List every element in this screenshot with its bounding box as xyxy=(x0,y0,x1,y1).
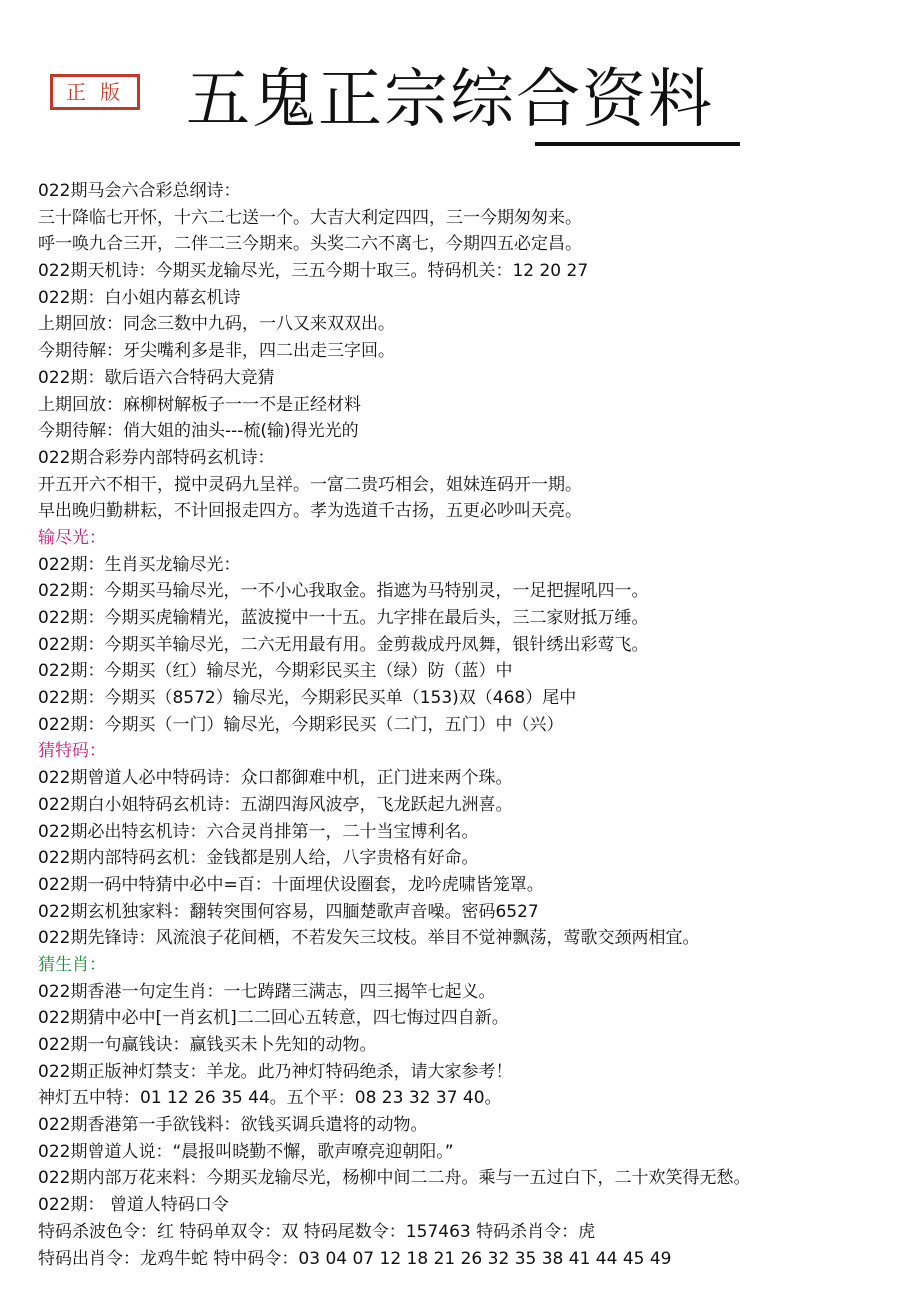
text-line: 022期先锋诗：风流浪子花间栖，不若发矢三坟枝。举目不觉神飘荡，莺歌交颈两相宜。 xyxy=(38,928,700,949)
section-heading: 猜生肖： xyxy=(38,954,106,975)
text-line: 上期回放：麻柳树解板子一一不是正经材料 xyxy=(38,394,361,415)
text-line: 022期内部万花来料：今期买龙输尽光，杨柳中间二二舟。乘与一五过白下，二十欢笑得无愁。 xyxy=(38,1168,751,1189)
text-line: 022期香港一句定生肖：一七踌躇三满志，四三揭竿七起义。 xyxy=(38,981,496,1002)
text-line: 022期：今期买虎输精光，蓝波搅中一十五。九字排在最后头，三二家财抵万缍。 xyxy=(38,608,649,628)
authentic-badge: 正 版 xyxy=(50,74,140,110)
text-line: 022期香港第一手欲钱料：欲钱买调兵遣将的动物。 xyxy=(38,1115,428,1136)
section-heading: 输尽光： xyxy=(38,527,106,548)
section-guess-code xyxy=(38,738,888,952)
text-line: 022期天机诗：今期买龙输尽光，三五今期十取三。特码机关：12 20 27 xyxy=(38,261,589,282)
text-line: 022期正版神灯禁支：羊龙。此乃神灯特码绝杀，请大家参考！ xyxy=(38,1061,513,1082)
page-title: 五鬼正宗综合资料 xyxy=(186,63,714,137)
text-line: 神灯五中特：01 12 26 35 44。五个平：08 23 32 37 40。 xyxy=(38,1088,502,1109)
text-line: 呼一唤九合三开，二伴二三今期来。头奖二六不离七，今期四五必定昌。 xyxy=(38,234,582,255)
text-line: 022期必出特玄机诗：六合灵肖排第一，二十当宝博利名。 xyxy=(38,821,479,842)
text-line: 上期回放：同念三数中九码，一八又来双双出。 xyxy=(38,314,395,335)
text-line: 022期内部特码玄机：金钱都是别人给，八字贵格有好命。 xyxy=(38,848,479,869)
text-line: 今期待解：牙尖嘴利多是非，四二出走三字回。 xyxy=(38,341,395,362)
text-line: 022期：歇后语六合特码大竞猜 xyxy=(38,367,275,388)
text-line: 022期：今期买（8572）输尽光，今期彩民买单（153)双（468）尾中 xyxy=(38,688,577,709)
text-line: 022期：生肖买龙输尽光： xyxy=(38,554,241,575)
text-line: 开五开六不相干，搅中灵码九呈祥。一富二贵巧相会，姐妹连码开一期。 xyxy=(38,474,582,495)
text-line: 022期：今期买马输尽光，一不小心我取金。指遮为马特别灵，一足把握吼四一。 xyxy=(38,581,649,602)
text-line: 022期一码中特猜中必中=百：十面埋伏设圈套，龙吟虎啸皆笼罩。 xyxy=(38,874,544,895)
text-line: 今期待解：俏大姐的油头---梳(输)得光光的 xyxy=(38,421,359,442)
text-line: 022期猜中必中[一肖玄机]二二回心五转意，四七悔过四自新。 xyxy=(38,1008,509,1029)
text-line: 特码杀波色令：红 特码单双令：双 特码尾数令：157463 特码杀肖令：虎 xyxy=(38,1221,596,1242)
text-line: 022期曾道人必中特码诗：众口都御难中机，正门进来两个珠。 xyxy=(38,768,513,789)
text-line: 022期：白小姐内幕玄机诗 xyxy=(38,287,241,308)
title-underline xyxy=(535,142,740,146)
section-intro xyxy=(38,178,888,525)
text-line: 022期： 曾道人特码口令 xyxy=(38,1195,229,1216)
text-line: 022期合彩券内部特码玄机诗： xyxy=(38,447,275,468)
text-line: 早出晚归勤耕耘，不计回报走四方。孝为选道千古扬，五更必吵叫天亮。 xyxy=(38,501,582,522)
text-line: 三十降临七开怀，十六二七送一个。大吉大利定四四，三一今期匆匆来。 xyxy=(38,207,582,228)
content-body xyxy=(38,178,888,1272)
text-line: 022期：今期买（红）输尽光，今期彩民买主（绿）防（蓝）中 xyxy=(38,661,513,682)
text-line: 022期：今期买（一门）输尽光，今期彩民买（二门，五门）中（兴） xyxy=(38,714,564,735)
text-line: 022期白小姐特码玄机诗：五湖四海风波亭，飞龙跃起九洲喜。 xyxy=(38,794,513,815)
section-heading: 猜特码： xyxy=(38,741,106,762)
text-line: 022期曾道人说：“晨报叫晓勤不懈，歌声嘹亮迎朝阳。” xyxy=(38,1141,454,1162)
section-lose-all xyxy=(38,525,888,739)
text-line: 022期一句赢钱诀：赢钱买未卜先知的动物。 xyxy=(38,1035,377,1055)
text-line: 022期玄机独家料：翻转突围何容易，四腼楚歌声音噪。密码6527 xyxy=(38,901,539,922)
text-line: 022期马会六合彩总纲诗： xyxy=(38,181,241,201)
text-line: 022期：今期买羊输尽光，二六无用最有用。金剪裁成丹凤舞，银针绣出彩莺飞。 xyxy=(38,634,649,655)
text-line: 特码出肖令：龙鸡牛蛇 特中码令：03 04 07 12 18 21 26 32 35 38 41 44 45 49 xyxy=(38,1248,672,1269)
section-guess-zodiac xyxy=(38,952,888,1272)
